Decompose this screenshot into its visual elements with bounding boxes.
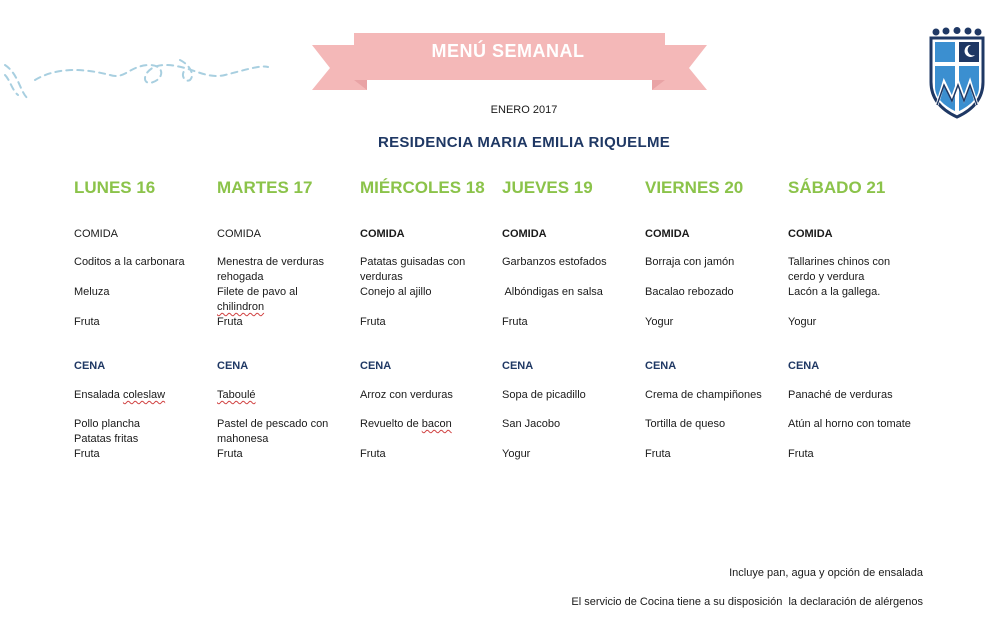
day-title: MARTES 17 [217,178,313,197]
menu-item: Pastel de pescado con mahonesa [217,418,329,445]
menu-item: Menestra de verduras rehogada [217,256,324,283]
comida-label: COMIDA [645,228,690,240]
menu-item: Fruta [788,448,814,460]
menu-item: Filete de pavo al chilindron [217,286,298,313]
menu-item: Yogur [645,316,674,328]
day-title: SÁBADO 21 [788,178,886,197]
cena-label: CENA [360,360,392,372]
cena-label: CENA [645,360,677,372]
comida-label: COMIDA [217,228,261,240]
menu-item: Conejo al ajillo [360,286,432,298]
menu-item: Revuelto de bacon [360,418,452,430]
comida-label: COMIDA [788,228,833,240]
cena-label: CENA [502,360,534,372]
menu-item: Atún al horno con tomate [788,418,911,430]
school-crest-logo [928,27,986,119]
menu-item: Pollo plancha [74,418,141,430]
month-label: ENERO 2017 [490,104,558,116]
title-ribbon [312,30,707,95]
menu-item: Patatas fritas [74,433,139,445]
menu-item: Fruta [74,316,100,328]
cena-label: CENA [788,360,820,372]
menu-item: Tortilla de queso [645,418,726,430]
cena-label: CENA [74,360,106,372]
menu-item: Ensalada coleslaw [74,389,166,401]
residence-name: RESIDENCIA MARIA EMILIA RIQUELME [377,134,671,151]
menu-item: Garbanzos estofados [502,256,607,268]
comida-label: COMIDA [502,228,547,240]
footnote-bread-water: Incluye pan, agua y opción de ensalada [729,567,923,579]
menu-item: Tallarines chinos con cerdo y verdura [788,256,891,283]
menu-item: Patatas guisadas con verduras [360,256,466,283]
menu-item: Yogur [788,316,817,328]
menu-item: Fruta [217,316,243,328]
menu-item: Albóndigas en salsa [502,286,603,298]
menu-item: Yogur [502,448,531,460]
menu-item: Arroz con verduras [360,389,453,401]
comida-label: COMIDA [360,228,405,240]
day-title: VIERNES 20 [645,178,744,197]
menu-item: Fruta [74,448,100,460]
menu-item: Fruta [502,316,528,328]
day-title: JUEVES 19 [502,178,593,197]
menu-item: Panaché de verduras [788,389,893,401]
menu-item: Sopa de picadillo [502,389,586,401]
footnote-allergens: El servicio de Cocina tiene a su disposición la declaración de alérgenos [571,596,923,608]
page-title: MENÚ SEMANAL [431,41,585,61]
comida-label: COMIDA [74,228,118,240]
menu-item: Taboulé [217,389,256,401]
menu-item: Meluza [74,286,110,298]
menu-item: Borraja con jamón [645,256,735,268]
menu-item: Fruta [360,316,386,328]
menu-item: San Jacobo [502,418,561,430]
cena-label: CENA [217,360,249,372]
menu-item: Crema de champiñones [645,389,762,401]
day-title: MIÉRCOLES 18 [360,178,485,197]
menu-item: Lacón a la gallega. [788,286,881,298]
menu-item: Bacalao rebozado [645,286,734,298]
menu-item: Fruta [360,448,386,460]
day-title: LUNES 16 [74,178,156,197]
menu-item: Fruta [217,448,243,460]
menu-item: Coditos a la carbonara [74,256,185,268]
menu-item: Fruta [645,448,671,460]
